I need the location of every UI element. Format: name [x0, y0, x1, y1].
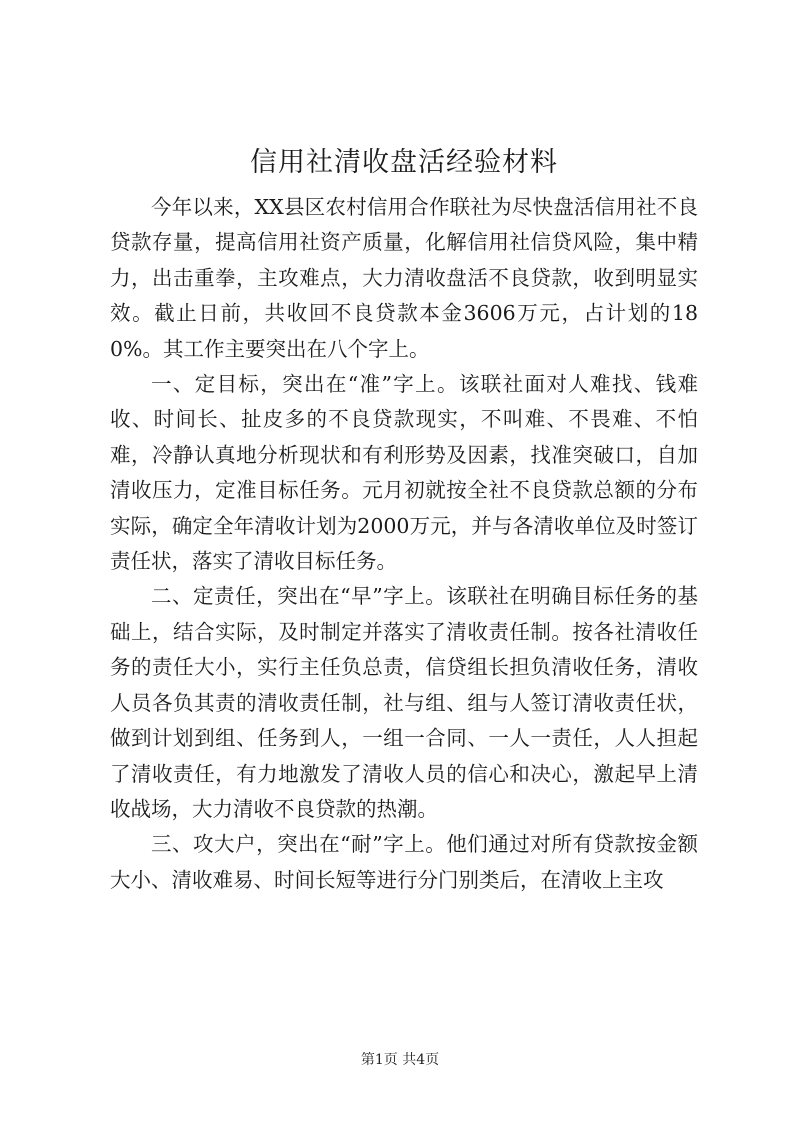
document-title: 信用社清收盘活经验材料	[250, 147, 558, 178]
paragraph-section-2: 二、定责任，突出在“早”字上。该联社在明确目标任务的基础上，结合实际，及时制定并落实了清收责任制。按各社清收任务的责任大小，实行主任负总责，信贷组长担负清收任务，清收人员各负其责的清收责任制，社与组、组与人签订清收责任状，做到计划到组、任务到人，一组一合同、一人一责任，人人担起了清收责任，有力地激发了清收人员的信心和决心，激起早上清收战场，大力清收不良贷款的热潮。	[110, 584, 698, 821]
paragraph-intro: 今年以来，XX县区农村信用合作联社为尽快盘活信用社不良贷款存量，提高信用社资产质量，化解信用社信贷风险，集中精力，出击重拳，主攻难点，大力清收盘活不良贷款，收到明显实效。截止日前，共收回不良贷款本金3606万元，占计划的180%。其工作主要突出在八个字上。	[110, 195, 698, 361]
page-number: 第1页 共4页	[360, 1052, 440, 1068]
paragraph-section-1: 一、定目标，突出在“准”字上。该联社面对人难找、钱难收、时间长、扯皮多的不良贷款现实，不叫难、不畏难、不怕难，冷静认真地分析现状和有利形势及因素，找准突破口，自加清收压力，定准目标任务。元月初就按全社不良贷款总额的分布实际，确定全年清收计划为2000万元，并与各清收单位及时签订责任状，落实了清收目标任务。	[110, 372, 698, 574]
paragraph-section-3: 三、攻大户，突出在“耐”字上。他们通过对所有贷款按金额大小、清收难易、时间长短等进行分门别类后，在清收上主攻	[110, 832, 698, 892]
document-page	[110, 138, 698, 898]
